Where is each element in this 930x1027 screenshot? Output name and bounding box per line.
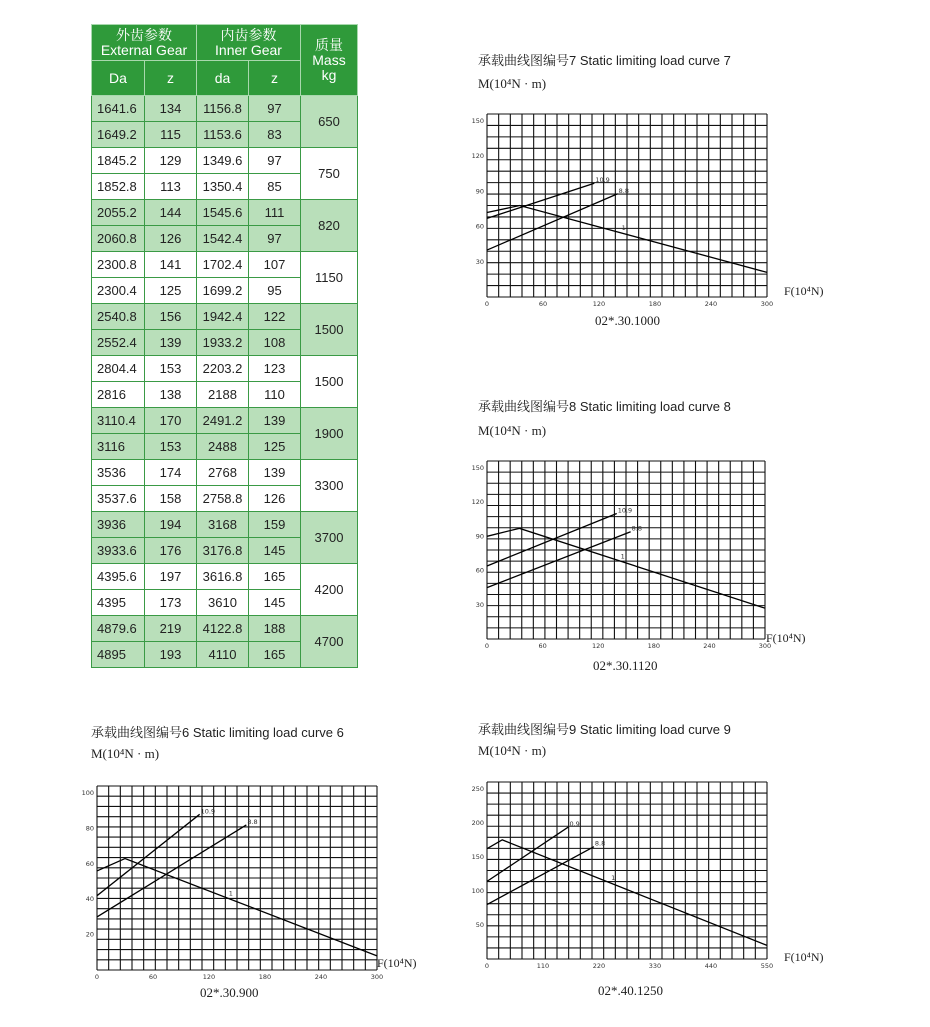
x-tick-label: 300 <box>760 300 774 308</box>
table-cell-z1: 125 <box>145 278 197 304</box>
table-cell-z2: 145 <box>249 590 301 616</box>
table-row <box>92 304 358 330</box>
table-cell-z2: 159 <box>249 512 301 538</box>
gear-spec-table <box>91 24 358 668</box>
table-cell-z2: 139 <box>249 408 301 434</box>
table-cell-mass: 1150 <box>301 252 358 304</box>
table-cell-da: 2758.8 <box>197 486 249 512</box>
table-cell-z1: 156 <box>145 304 197 330</box>
table-cell-Da: 2300.8 <box>92 252 145 278</box>
curve-line-8.8 <box>97 825 246 917</box>
chart6-title: 承载曲线图编号6 Static limiting load curve 6 <box>91 725 344 740</box>
table-cell-da: 4110 <box>197 642 249 668</box>
table-cell-z2: 97 <box>249 148 301 174</box>
x-tick-label: 60 <box>538 300 548 308</box>
table-cell-mass: 1500 <box>301 304 358 356</box>
table-cell-da: 3176.8 <box>197 538 249 564</box>
y-tick-label: 60 <box>475 222 484 231</box>
chart8-code: 02*.30.1120 <box>593 658 658 673</box>
table-cell-z1: 153 <box>145 434 197 460</box>
table-cell-mass: 3300 <box>301 460 358 512</box>
chart7-plot <box>470 105 774 310</box>
table-cell-da: 3168 <box>197 512 249 538</box>
y-tick-label: 50 <box>475 920 484 929</box>
table-row <box>92 564 358 590</box>
y-tick-label: 120 <box>471 152 484 161</box>
y-tick-label: 250 <box>471 784 484 793</box>
x-tick-label: 0 <box>484 642 490 650</box>
table-row <box>92 356 358 382</box>
curve-label: 0.9 <box>569 819 580 828</box>
table-cell-Da: 2300.4 <box>92 278 145 304</box>
table-cell-Da: 4895 <box>92 642 145 668</box>
y-tick-label: 20 <box>85 930 94 939</box>
curve-label: 10.9 <box>200 807 216 816</box>
chart9-plot <box>470 774 775 974</box>
inner-gear-header-cn: 内齿参数 <box>220 26 277 43</box>
x-tick-label: 180 <box>258 973 272 981</box>
curve-label: 8.8 <box>594 839 606 848</box>
table-cell-Da: 1649.2 <box>92 122 145 148</box>
y-tick-label: 150 <box>471 117 484 126</box>
inner-gear-header-en: Inner Gear <box>215 41 282 58</box>
table-cell-z1: 138 <box>145 382 197 408</box>
table-cell-z1: 158 <box>145 486 197 512</box>
chart8-y-unit: M(10⁴N · m) <box>478 423 547 438</box>
curve-label: 10.9 <box>595 176 610 185</box>
table-cell-Da: 3933.6 <box>92 538 145 564</box>
y-tick-label: 150 <box>471 463 484 472</box>
external-gear-header-en: External Gear <box>100 41 188 58</box>
table-cell-z1: 170 <box>145 408 197 434</box>
table-cell-Da: 2552.4 <box>92 330 145 356</box>
curve-line-0.9 <box>487 827 568 881</box>
table-cell-da: 2491.2 <box>197 408 249 434</box>
table-row <box>92 408 358 434</box>
table-row <box>92 148 358 174</box>
y-tick-label: 60 <box>475 566 484 575</box>
chart6-plot <box>80 778 384 981</box>
table-cell-z2: 123 <box>249 356 301 382</box>
table-row <box>92 616 358 642</box>
y-tick-label: 120 <box>471 498 484 507</box>
table-cell-Da: 1852.8 <box>92 174 145 200</box>
table-cell-da: 3616.8 <box>197 564 249 590</box>
chart7-title: 承载曲线图编号7 Static limiting load curve 7 <box>478 53 731 68</box>
x-tick-label: 0 <box>484 300 490 308</box>
curve-line-10.9 <box>487 513 617 565</box>
table-cell-z1: 129 <box>145 148 197 174</box>
x-tick-label: 440 <box>704 962 718 970</box>
table-cell-z2: 139 <box>249 460 301 486</box>
table-cell-Da: 1845.2 <box>92 148 145 174</box>
table-cell-mass: 4700 <box>301 616 358 668</box>
table-cell-da: 2768 <box>197 460 249 486</box>
table-cell-z1: 141 <box>145 252 197 278</box>
table-cell-z1: 139 <box>145 330 197 356</box>
table-cell-z2: 85 <box>249 174 301 200</box>
mass-header-en: Mass <box>312 51 346 68</box>
table-cell-z2: 111 <box>249 200 301 226</box>
table-cell-Da: 4395 <box>92 590 145 616</box>
table-cell-da: 1350.4 <box>197 174 249 200</box>
curve-label: 8.8 <box>631 524 642 533</box>
table-cell-da: 4122.8 <box>197 616 249 642</box>
x-tick-label: 180 <box>647 642 661 650</box>
mass-header-unit: kg <box>321 66 337 83</box>
table-row <box>92 252 358 278</box>
table-cell-z1: 173 <box>145 590 197 616</box>
table-cell-z2: 95 <box>249 278 301 304</box>
table-cell-Da: 2540.8 <box>92 304 145 330</box>
chart6-x-unit: F(10⁴N) <box>377 956 417 970</box>
y-tick-label: 100 <box>81 789 94 798</box>
chart7-y-unit: M(10⁴N · m) <box>478 76 547 91</box>
table-cell-z2: 165 <box>249 642 301 668</box>
curve-line-8.8 <box>487 532 631 588</box>
table-cell-mass: 1500 <box>301 356 358 408</box>
table-cell-mass: 3700 <box>301 512 358 564</box>
table-cell-mass: 750 <box>301 148 358 200</box>
table-cell-da: 3610 <box>197 590 249 616</box>
chart6-y-unit: M(10⁴N · m) <box>91 746 160 761</box>
table-cell-da: 1156.8 <box>197 96 249 122</box>
chart7-code: 02*.30.1000 <box>595 313 660 328</box>
inner-gear-header <box>197 25 301 61</box>
curve-label: 8.8 <box>618 186 630 195</box>
table-cell-mass: 1900 <box>301 408 358 460</box>
table-cell-z1: 194 <box>145 512 197 538</box>
mass-header <box>301 25 358 96</box>
table-cell-da: 2488 <box>197 434 249 460</box>
table-cell-z1: 126 <box>145 226 197 252</box>
x-tick-label: 180 <box>648 300 662 308</box>
y-tick-label: 90 <box>475 187 484 196</box>
x-tick-label: 300 <box>370 973 384 981</box>
table-cell-da: 1153.6 <box>197 122 249 148</box>
x-tick-label: 120 <box>592 300 606 308</box>
table-cell-da: 2203.2 <box>197 356 249 382</box>
curve-label: 1 <box>611 874 616 883</box>
table-cell-z1: 176 <box>145 538 197 564</box>
table-cell-mass: 4200 <box>301 564 358 616</box>
table-cell-z2: 97 <box>249 96 301 122</box>
table-cell-Da: 4395.6 <box>92 564 145 590</box>
x-tick-label: 120 <box>591 642 605 650</box>
table-row <box>92 96 358 122</box>
table-cell-Da: 2055.2 <box>92 200 145 226</box>
table-cell-Da: 3536 <box>92 460 145 486</box>
chart9-code: 02*.40.1250 <box>598 983 663 998</box>
curve-label: 1 <box>621 224 626 233</box>
chart7-x-unit: F(10⁴N) <box>784 284 824 298</box>
col-header-z-external: z <box>145 61 197 96</box>
table-cell-z2: 125 <box>249 434 301 460</box>
curve-label: 1 <box>228 889 233 898</box>
table-cell-z1: 144 <box>145 200 197 226</box>
table-cell-da: 1699.2 <box>197 278 249 304</box>
table-cell-da: 2188 <box>197 382 249 408</box>
table-cell-Da: 2816 <box>92 382 145 408</box>
chart8-title: 承载曲线图编号8 Static limiting load curve 8 <box>478 399 731 414</box>
table-cell-z1: 174 <box>145 460 197 486</box>
curve-label: 10.9 <box>617 506 633 515</box>
table-row <box>92 200 358 226</box>
table-cell-Da: 3936 <box>92 512 145 538</box>
table-cell-z2: 145 <box>249 538 301 564</box>
chart9-y-unit: M(10⁴N · m) <box>478 743 547 758</box>
col-header-da: da <box>197 61 249 96</box>
x-tick-label: 0 <box>94 973 100 981</box>
x-tick-label: 240 <box>314 973 328 981</box>
x-tick-label: 240 <box>704 300 718 308</box>
table-cell-da: 1349.6 <box>197 148 249 174</box>
table-cell-z2: 83 <box>249 122 301 148</box>
y-tick-label: 200 <box>471 818 484 827</box>
table-cell-da: 1942.4 <box>197 304 249 330</box>
x-tick-label: 120 <box>202 973 216 981</box>
x-tick-label: 60 <box>538 642 547 650</box>
table-cell-Da: 2804.4 <box>92 356 145 382</box>
table-cell-z2: 107 <box>249 252 301 278</box>
table-cell-Da: 3116 <box>92 434 145 460</box>
chart8-plot <box>470 452 770 657</box>
table-cell-da: 1542.4 <box>197 226 249 252</box>
col-header-z-inner: z <box>249 61 301 96</box>
table-cell-z1: 153 <box>145 356 197 382</box>
table-cell-Da: 3110.4 <box>92 408 145 434</box>
table-row <box>92 460 358 486</box>
x-tick-label: 220 <box>592 962 606 970</box>
table-cell-Da: 1641.6 <box>92 96 145 122</box>
x-tick-label: 550 <box>760 962 774 970</box>
x-tick-label: 60 <box>148 973 158 981</box>
table-cell-Da: 4879.6 <box>92 616 145 642</box>
x-tick-label: 330 <box>648 962 662 970</box>
y-tick-label: 150 <box>471 852 484 861</box>
x-tick-label: 240 <box>703 642 716 650</box>
table-cell-Da: 2060.8 <box>92 226 145 252</box>
y-tick-label: 40 <box>85 895 94 904</box>
y-tick-label: 30 <box>475 600 484 609</box>
chart6-code: 02*.30.900 <box>200 985 259 1000</box>
table-cell-z2: 97 <box>249 226 301 252</box>
external-gear-header <box>92 25 197 61</box>
table-cell-z1: 115 <box>145 122 197 148</box>
chart9-title: 承载曲线图编号9 Static limiting load curve 9 <box>478 722 731 737</box>
y-tick-label: 90 <box>475 532 484 541</box>
curve-label: 1 <box>620 552 625 561</box>
curve-line-8.8 <box>487 194 618 250</box>
table-cell-z1: 134 <box>145 96 197 122</box>
table-cell-da: 1545.6 <box>197 200 249 226</box>
table-cell-mass: 820 <box>301 200 358 252</box>
x-tick-label: 0 <box>484 962 490 970</box>
y-tick-label: 60 <box>85 859 94 868</box>
curve-line-10.9 <box>487 183 594 218</box>
table-cell-da: 1933.2 <box>197 330 249 356</box>
table-row <box>92 512 358 538</box>
table-cell-z2: 110 <box>249 382 301 408</box>
table-cell-mass: 650 <box>301 96 358 148</box>
table-cell-z2: 122 <box>249 304 301 330</box>
table-cell-Da: 3537.6 <box>92 486 145 512</box>
table-cell-z1: 197 <box>145 564 197 590</box>
table-cell-z2: 126 <box>249 486 301 512</box>
col-header-Da: Da <box>92 61 145 96</box>
table-cell-z2: 165 <box>249 564 301 590</box>
table-cell-z1: 219 <box>145 616 197 642</box>
external-gear-header-cn: 外齿参数 <box>116 26 172 43</box>
y-tick-label: 80 <box>85 824 94 833</box>
mass-header-cn: 质量 <box>315 36 343 53</box>
y-tick-label: 30 <box>475 257 484 266</box>
table-cell-da: 1702.4 <box>197 252 249 278</box>
x-tick-label: 110 <box>536 962 550 970</box>
chart8-x-unit: F(10⁴N) <box>766 631 806 645</box>
table-cell-z2: 108 <box>249 330 301 356</box>
chart9-x-unit: F(10⁴N) <box>784 950 824 964</box>
curve-label: 8.8 <box>247 817 258 826</box>
table-cell-z1: 193 <box>145 642 197 668</box>
x-tick-label: 300 <box>758 642 772 650</box>
table-cell-z1: 113 <box>145 174 197 200</box>
table-body <box>92 96 358 668</box>
y-tick-label: 100 <box>471 886 484 895</box>
table-cell-z2: 188 <box>249 616 301 642</box>
